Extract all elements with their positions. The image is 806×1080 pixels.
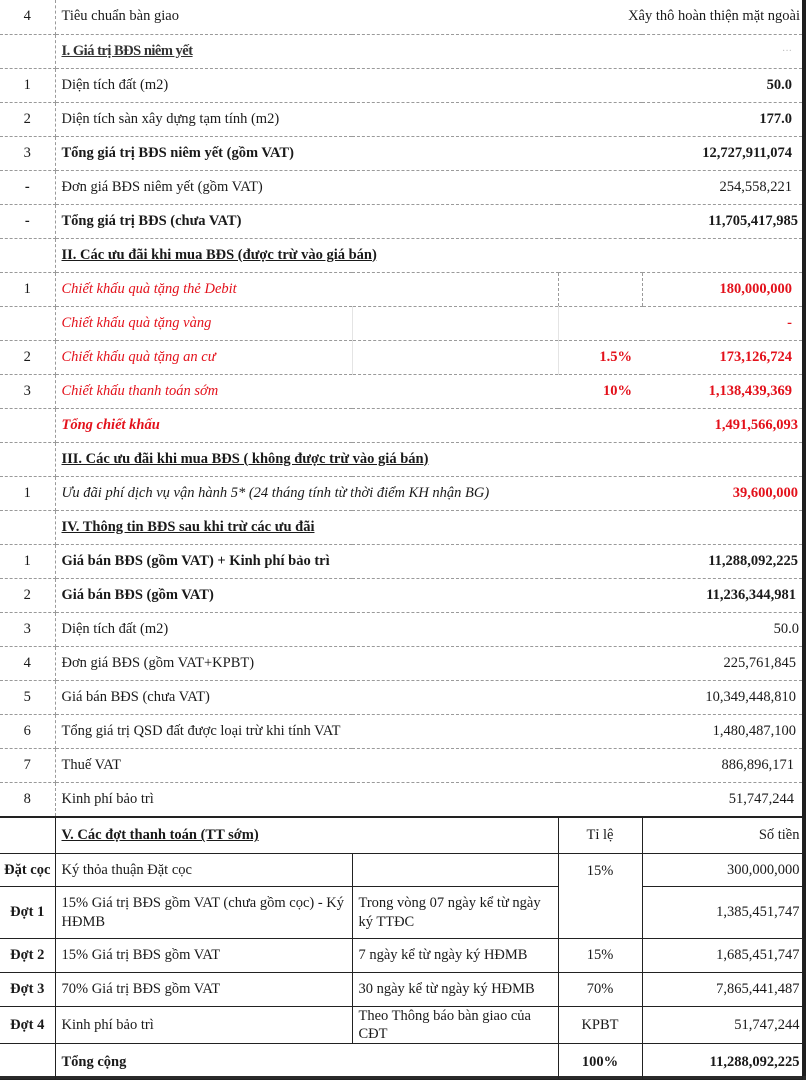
row-number: - <box>0 170 55 204</box>
row-number: 5 <box>0 680 55 714</box>
row-label: Kinh phí bảo trì <box>55 782 558 816</box>
row-value: 177.0 <box>558 102 802 136</box>
row-value: 12,727,911,074 <box>558 136 802 170</box>
window-edge-right <box>802 0 806 1080</box>
table-row <box>0 612 802 646</box>
payment-row <box>0 854 802 887</box>
row-number: 2 <box>0 102 55 136</box>
row-number: 1 <box>0 544 55 578</box>
payment-rate: 70% <box>558 973 642 1007</box>
table-row <box>0 680 802 714</box>
payment-description: 15% Giá trị BĐS gồm VAT <box>55 939 352 973</box>
row-label: Diện tích đất (m2) <box>55 612 558 646</box>
row-label: Diện tích sàn xây dựng tạm tính (m2) <box>55 102 558 136</box>
payment-rate: 15% <box>558 854 642 939</box>
total-label: Tổng cộng <box>55 1044 558 1080</box>
row-number: - <box>0 204 55 238</box>
section-header <box>0 442 802 476</box>
payment-amount: 1,685,451,747 <box>642 939 802 973</box>
payment-description: 70% Giá trị BĐS gồm VAT <box>55 973 352 1007</box>
row-number: 4 <box>0 0 55 34</box>
row-label: Chiết khấu quà tặng thẻ Debit <box>55 272 558 306</box>
row-value: 50.0 <box>558 68 802 102</box>
row-number: 1 <box>0 476 55 510</box>
payment-term: Theo Thông báo bàn giao của CĐT <box>352 1007 558 1044</box>
payment-row <box>0 939 802 973</box>
row-label: Tổng giá trị QSD đất được loại trừ khi tính VAT <box>55 714 558 748</box>
row-value: Xây thô hoàn thiện mặt ngoài <box>558 0 802 34</box>
payment-description: 15% Giá trị BĐS gồm VAT (chưa gồm cọc) - Ký HĐMB <box>55 887 352 939</box>
payment-header-row <box>0 818 802 854</box>
payment-amount: 7,865,441,487 <box>642 973 802 1007</box>
table-row <box>0 170 802 204</box>
section-title: V. Các đợt thanh toán (TT sớm) <box>55 818 558 854</box>
payment-amount: 300,000,000 <box>642 854 802 887</box>
section-title: II. Các ưu đãi khi mua BĐS (được trừ vào giá bán) <box>55 238 802 272</box>
payment-term: 7 ngày kể từ ngày ký HĐMB <box>352 939 558 973</box>
table-row <box>0 340 802 374</box>
row-label: Chiết khấu thanh toán sớm <box>55 374 558 408</box>
row-rate: 10% <box>558 374 642 408</box>
payment-term <box>352 854 558 887</box>
row-value: 50.0 <box>558 612 802 646</box>
table-row <box>0 476 802 510</box>
row-value: 11,288,092,225 <box>558 544 802 578</box>
row-number: 8 <box>0 782 55 816</box>
payment-stage: Đợt 4 <box>0 1007 55 1044</box>
row-value: 1,138,439,369 <box>642 374 802 408</box>
payment-total-row <box>0 1044 802 1080</box>
row-value: 51,747,244 <box>558 782 802 816</box>
table-row <box>0 748 802 782</box>
section-title: I. Giá trị BĐS niêm yết <box>55 34 558 68</box>
total-amount: 11,288,092,225 <box>642 1044 802 1080</box>
payment-description: Ký thỏa thuận Đặt cọc <box>55 854 352 887</box>
payment-stage: Đặt cọc <box>0 854 55 887</box>
payment-schedule-table <box>0 817 803 1080</box>
section-header <box>0 238 802 272</box>
row-number: 3 <box>0 374 55 408</box>
payment-amount: 1,385,451,747 <box>642 887 802 939</box>
row-value: 11,236,344,981 <box>558 578 802 612</box>
table-row <box>0 578 802 612</box>
row-number: 2 <box>0 340 55 374</box>
table-row <box>0 714 802 748</box>
row-value: 10,349,448,810 <box>558 680 802 714</box>
row-label: Tổng giá trị BĐS niêm yết (gồm VAT) <box>55 136 558 170</box>
section-title: III. Các ưu đãi khi mua BĐS ( không được trừ vào giá bán) <box>55 442 802 476</box>
row-rate: 1.5% <box>558 340 642 374</box>
row-value: 11,705,417,985 <box>558 204 802 238</box>
total-rate: 100% <box>558 1044 642 1080</box>
payment-row <box>0 887 802 939</box>
payment-stage: Đợt 3 <box>0 973 55 1007</box>
table-row <box>0 544 802 578</box>
total-label: Tổng chiết khấu <box>55 408 558 442</box>
row-label: Tiêu chuẩn bàn giao <box>55 0 558 34</box>
row-rate <box>558 306 642 340</box>
row-number <box>0 306 55 340</box>
row-label: Tổng giá trị BĐS (chưa VAT) <box>55 204 558 238</box>
row-number: 4 <box>0 646 55 680</box>
payment-stage: Đợt 1 <box>0 887 55 939</box>
row-number: 3 <box>0 612 55 646</box>
row-number: 1 <box>0 272 55 306</box>
row-label: Diện tích đất (m2) <box>55 68 558 102</box>
row-label: Ưu đãi phí dịch vụ vận hành 5* (24 tháng tính từ thời điểm KH nhận BG) <box>55 476 642 510</box>
faint-text: ··· <box>558 34 802 68</box>
section-header <box>0 34 802 68</box>
row-number: 2 <box>0 578 55 612</box>
row-label: Thuế VAT <box>55 748 558 782</box>
row-label: Chiết khấu quà tặng an cư <box>55 340 352 374</box>
table-row <box>0 374 802 408</box>
table-row <box>0 136 802 170</box>
row-number: 7 <box>0 748 55 782</box>
payment-stage: Đợt 2 <box>0 939 55 973</box>
table-row <box>0 68 802 102</box>
row-label: Đơn giá BĐS (gồm VAT+KPBT) <box>55 646 558 680</box>
row-value: 180,000,000 <box>642 272 802 306</box>
table-row <box>0 782 802 816</box>
row-rate <box>558 272 642 306</box>
row-value: 886,896,171 <box>558 748 802 782</box>
table-row <box>0 306 802 340</box>
payment-row <box>0 973 802 1007</box>
row-number: 6 <box>0 714 55 748</box>
row-number: 1 <box>0 68 55 102</box>
row-label: Giá bán BĐS (gồm VAT) <box>55 578 558 612</box>
section-title: IV. Thông tin BĐS sau khi trừ các ưu đãi <box>55 510 802 544</box>
table-row <box>0 646 802 680</box>
total-value: 1,491,566,093 <box>558 408 802 442</box>
payment-term: Trong vòng 07 ngày kể từ ngày ký TTĐC <box>352 887 558 939</box>
payment-row <box>0 1007 802 1044</box>
row-value: 39,600,000 <box>642 476 802 510</box>
row-label: Giá bán BĐS (gồm VAT) + Kinh phí bảo trì <box>55 544 558 578</box>
payment-term: 30 ngày kể từ ngày ký HĐMB <box>352 973 558 1007</box>
section-header <box>0 510 802 544</box>
payment-description: Kinh phí bảo trì <box>55 1007 352 1044</box>
row-value: 1,480,487,100 <box>558 714 802 748</box>
row-value: - <box>642 306 802 340</box>
payment-rate: KPBT <box>558 1007 642 1044</box>
row-value: 225,761,845 <box>558 646 802 680</box>
table-row <box>0 0 802 34</box>
column-header-amount: Số tiền <box>642 818 802 854</box>
table-row <box>0 204 802 238</box>
row-label: Đơn giá BĐS niêm yết (gồm VAT) <box>55 170 558 204</box>
payment-amount: 51,747,244 <box>642 1007 802 1044</box>
row-label: Giá bán BĐS (chưa VAT) <box>55 680 558 714</box>
payment-rate: 15% <box>558 939 642 973</box>
column-header-rate: Tỉ lệ <box>558 818 642 854</box>
table-row <box>0 102 802 136</box>
row-label: Chiết khấu quà tặng vàng <box>55 306 352 340</box>
table-row <box>0 272 802 306</box>
row-value: 254,558,221 <box>558 170 802 204</box>
row-number: 3 <box>0 136 55 170</box>
total-row <box>0 408 802 442</box>
row-value: 173,126,724 <box>642 340 802 374</box>
